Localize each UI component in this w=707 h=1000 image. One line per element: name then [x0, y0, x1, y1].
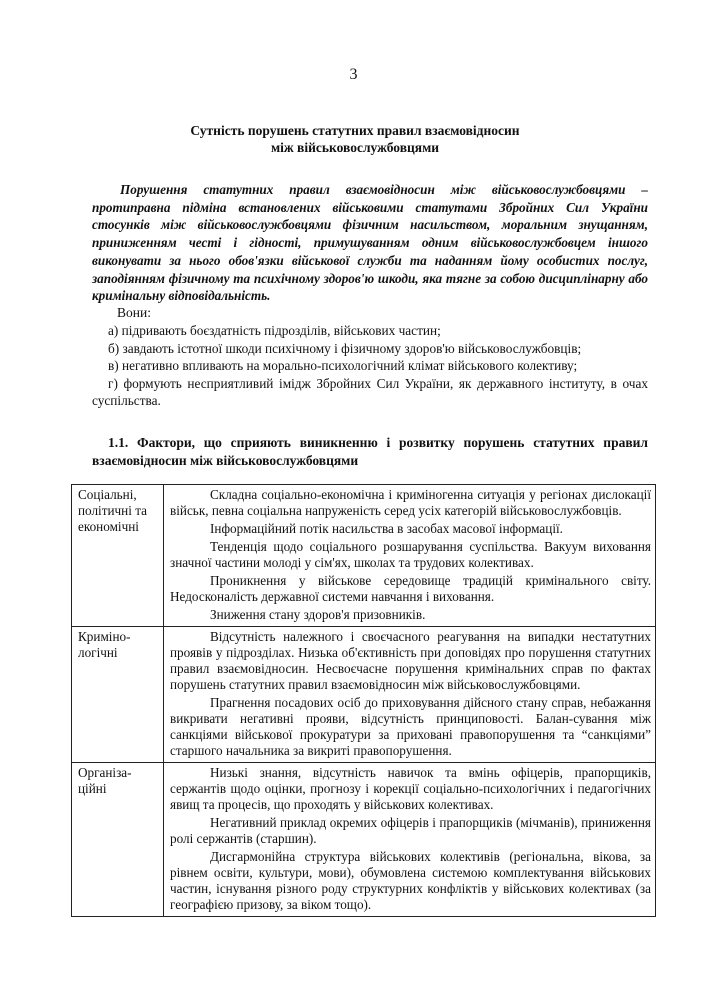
table-paragraph: Складна соціально-економічна і криміногенна ситуація у регіонах дислокації військ, певна соціальна напруженість серед усіх категорій військовослужбовців. [170, 487, 651, 518]
list-item: а) підривають боєздатність підрозділів, військових частин; [108, 323, 441, 338]
section-heading: 1.1. Фактори, що сприяють виникненню і розвитку порушень статутних правил взаємовідносин між військовослужбовцями [92, 435, 648, 468]
category-cell: Криміно-логічні [72, 627, 164, 763]
category-cell: Соціальні, політичні та економічні [72, 485, 164, 627]
list-intro: Вони: [117, 305, 151, 320]
table-paragraph: Негативний приклад окремих офіцерів і прапорщиків (мічманів), приниження ролі сержантів (старшин). [170, 815, 651, 846]
list-item: г) формують несприятливий імідж Збройних Сил України, як державного інституту, в очах суспільства. [92, 375, 648, 409]
table-paragraph: Дисгармонійна структура військових колективів (регіональна, вікова, за рівнем освіти, культури, мови), обумовлена системою комплектування військових частин, існування різного роду структурних конфліктів у військових колективах (за географією призову, за віком тощо). [170, 849, 651, 912]
description-cell [164, 485, 656, 627]
table-row [72, 485, 656, 627]
table-paragraph: Відсутність належного і своєчасного реагування на випадки нестатутних проявів у підрозділах. Низька об'єктивність при доповідях про порушення статутних правил взаємовідносин. Несвоєчасне порушення кримінальних справ по фактах порушень статутних правил взаємовідносин між військовослужбовцями. [170, 629, 651, 692]
table-row [72, 763, 656, 917]
title-line-2: між військовослужбовцями [270, 140, 440, 155]
table-paragraph: Низькі знання, відсутність навичок та вмінь офіцерів, прапорщиків, сержантів щодо оцінки, прогнозу і корекції соціально-психологічних і педагогічних явищ та процесів, що проходять у військових колективах. [170, 765, 651, 812]
list-item: б) завдають істотної шкоди психічному і фізичному здоров'ю військовослужбовців; [108, 340, 582, 356]
title-line-1: Сутність порушень статутних правил взаємовідносин [190, 123, 520, 138]
table-paragraph: Прагнення посадових осіб до приховування дійсного стану справ, небажання викривати негативні прояви, відсутність принциповості. Балан-сування між санкціями військової прокуратури за приховані правопорушення та “санкціями” старшого начальника за викриті правопорушення. [170, 695, 651, 758]
description-cell [164, 627, 656, 763]
list-item: в) негативно впливають на морально-психологічний клімат військового колективу; [108, 358, 578, 374]
consequences-list [92, 322, 648, 410]
table-paragraph: Інформаційний потік насильства в засобах масової інформації. [210, 521, 563, 536]
description-cell [164, 763, 656, 917]
table-paragraph: Тенденція щодо соціального розшарування суспільства. Вакуум виховання значної частини молоді у сім'ях, школах та трудових колективах. [170, 539, 651, 570]
table-paragraph: Проникнення у військове середовище традицій кримінального світу. Недосконалість державної системи навчання і виховання. [170, 573, 651, 604]
table-paragraph: Зниження стану здоров'я призовників. [210, 607, 426, 622]
factors-table [71, 484, 656, 917]
definition-paragraph: Порушення статутних правил взаємовідносин між військовослужбовцями – протиправна підміна встановлених військовими статутами Збройних Сил України стосунків між військовослужбовцями фізичним насильством, моральним знущанням, приниженням честі і гідності, примушуванням одним військовослужбовцем іншого виконувати за нього обов'язки військової служби та наданням йому особистих послуг, заподіянням фізичному та психічному здоров'ю шкоди, яка тягне за собою дисциплінарну або кримінальну відповідальність. [92, 182, 648, 304]
page-number: 3 [349, 66, 358, 83]
page-title [60, 122, 650, 156]
table-row [72, 627, 656, 763]
category-cell: Організа-ційні [72, 763, 164, 917]
